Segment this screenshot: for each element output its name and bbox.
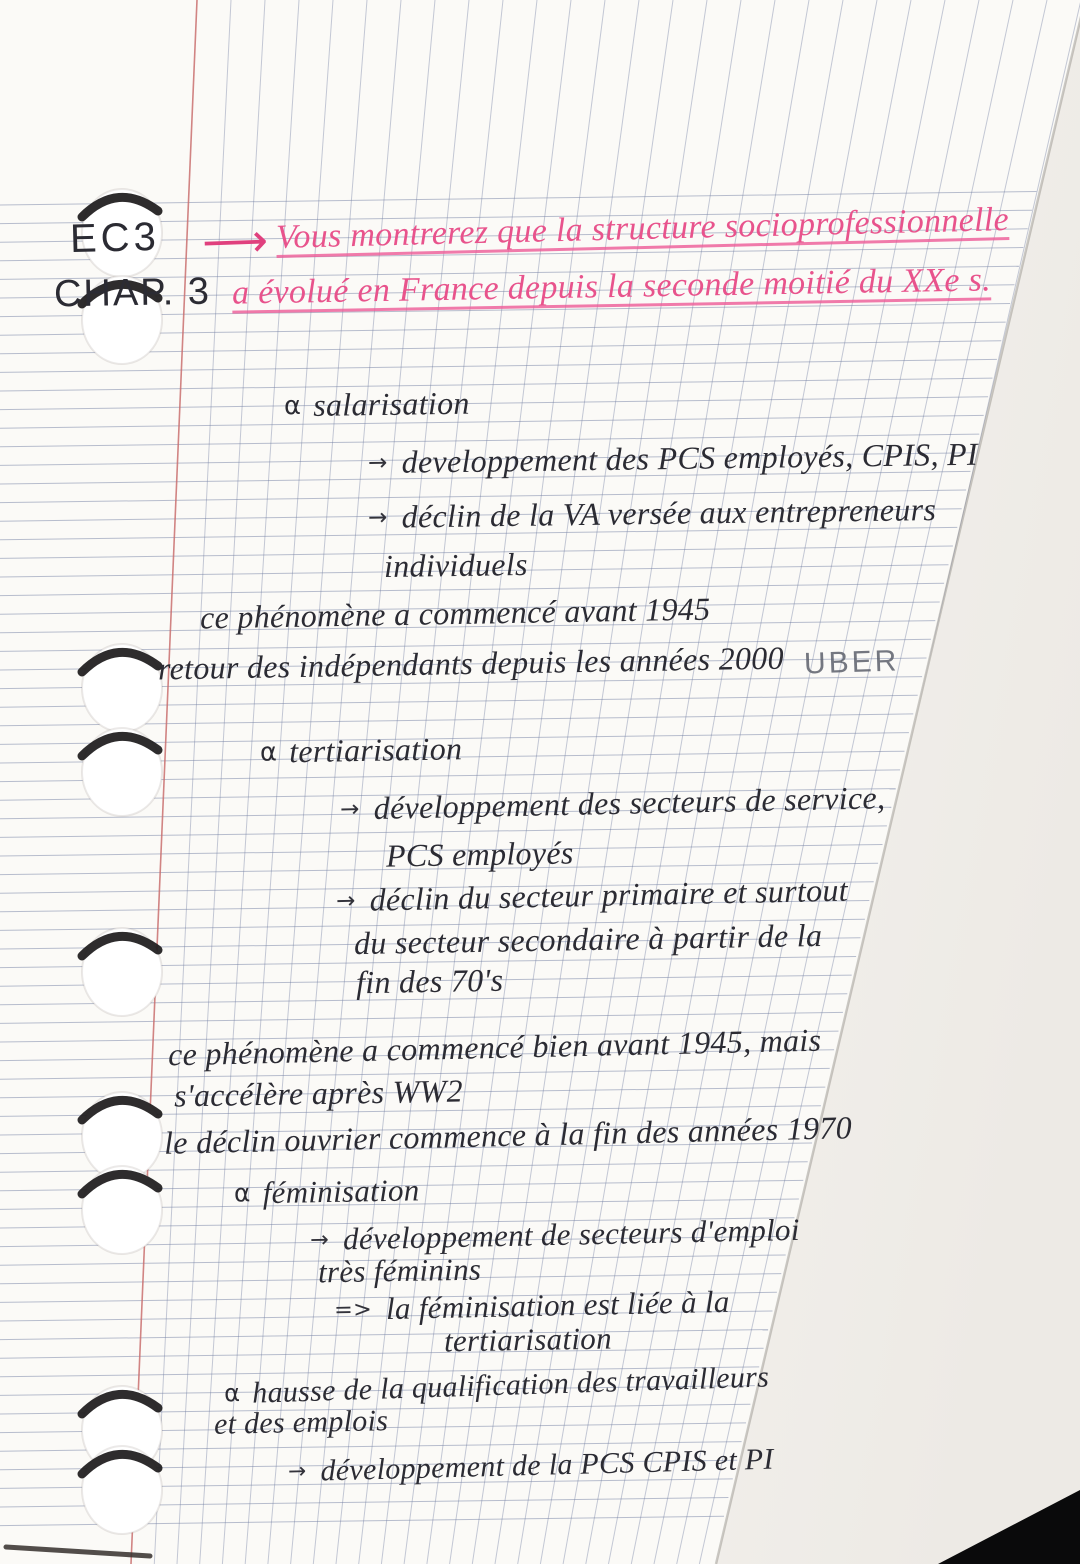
alpha-bullet-icon: α [223,1379,241,1408]
point-text: développement de la PCS CPIS et PI [320,1442,775,1488]
section-heading-continuation: et des emplois [213,1404,389,1441]
point-text: la féminisation est liée à la [385,1283,730,1327]
section-heading [260,732,463,768]
section-title: salarisation [312,384,470,423]
alpha-bullet-icon: α [259,737,278,768]
point-continuation: fin des 70's [355,961,504,1001]
point-continuation: tertiarisation [443,1320,613,1359]
point-text: déclin du secteur primaire et surtout [369,871,849,918]
arrow-icon: → [367,504,388,531]
arrow-icon: → [287,1458,307,1485]
point-text: développement des secteurs de service, [373,779,886,827]
section-heading [233,1172,420,1211]
section-title: hausse de la qualification des travailleurs [251,1360,770,1410]
section-title: féminisation [262,1172,420,1211]
point-text: déclin de la VA versée aux entrepreneurs [401,491,937,535]
chapter-label: CHAP. 3 [53,270,212,316]
point-continuation: PCS employés [385,834,574,874]
double-arrow-icon: => [333,1296,373,1324]
point-line [287,1442,775,1488]
point-line [335,871,849,918]
alpha-bullet-icon: α [283,391,302,422]
note-line: s'accélère après WW2 [173,1072,464,1114]
arrow-icon: → [335,887,356,915]
point-line [368,493,936,533]
point-text: développement de secteurs d'emploi [342,1211,801,1257]
point-line [309,1211,801,1257]
point-continuation: très féminins [317,1251,482,1290]
alpha-bullet-icon: α [233,1178,251,1208]
point-text: developpement des PCS employés, CPIS, PI [401,435,979,480]
point-line [339,779,886,827]
title-arrow-icon: ⟶ [201,212,270,270]
point-continuation: du secteur secondaire à partir de la [353,916,823,962]
assignment-title-line1: Vous montrerez que la structure socioprofessionnelle [275,201,1010,256]
note-line: le déclin ouvrier commence à la fin des années 1970 [163,1109,853,1161]
arrow-icon: → [309,1226,330,1254]
section-title: tertiarisation [288,730,463,770]
course-code: EC3 [69,214,161,262]
note-line: ce phénomène a commencé avant 1945 [199,590,711,636]
section-heading [283,384,470,423]
note-line: retour des indépendants depuis les années 2000 [157,639,785,687]
section-heading [224,1362,770,1409]
point-line [367,435,979,480]
note-line: ce phénomène a commencé bien avant 1945, mais [167,1021,822,1073]
point-continuation: individuels [383,545,528,585]
arrow-icon: → [339,796,360,823]
margin-annotation: UBER [803,644,900,681]
point-line [333,1283,730,1327]
arrow-icon: → [367,449,388,477]
assignment-title-line2: a évolué en France depuis la seconde moitié du XXe s. [231,261,992,312]
